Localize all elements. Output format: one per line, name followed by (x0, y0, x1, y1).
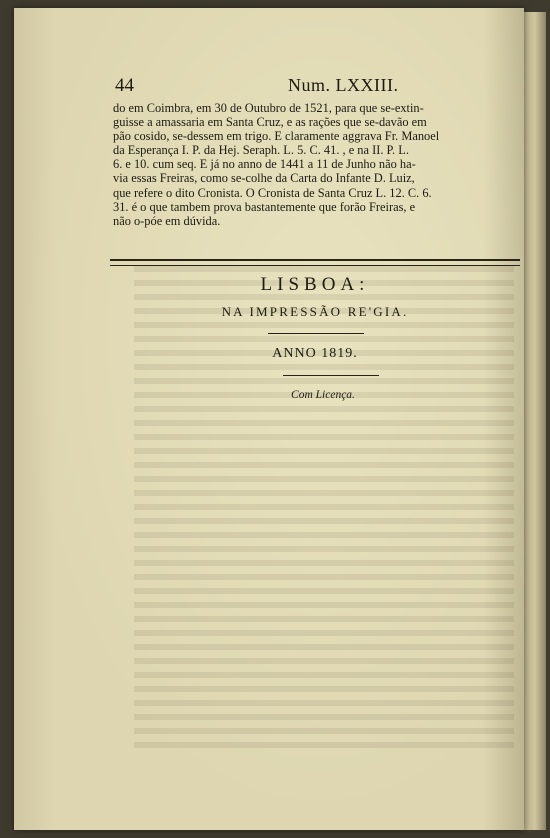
page-header (115, 75, 515, 99)
short-rule (268, 333, 364, 334)
text-line: do em Coimbra, em 30 de Outubro de 1521, para que se-extin- (113, 101, 424, 115)
body-paragraph (113, 101, 519, 228)
imprint-city: LISBOA: (260, 274, 370, 295)
text-line: pão cosido, se-dessem em trigo. E claramente aggrava Fr. Manoel (113, 129, 440, 144)
text-line: 6. e 10. cum seq. E já no anno de 1441 a 11 de Junho não ha- (113, 157, 416, 172)
running-head: Num. LXXIII. (288, 75, 399, 95)
short-rule-2 (283, 375, 379, 376)
text-line: que refere o dito Cronista. O Cronista de Santa Cruz L. 12. C. 6. (113, 185, 432, 200)
license-line: Com Licença. (291, 389, 355, 401)
text-line: da Esperança I. P. da Hej. Seraph. L. 5. C. 41. , e na II. P. L. (113, 143, 409, 158)
imprint-press: NA IMPRESSÃO RE'GIA. (221, 304, 409, 319)
imprint-year: ANNO 1819. (272, 346, 358, 361)
text-line: guisse a amassaria em Santa Cruz, e as rações que se-davão em (113, 115, 427, 130)
text-line: 31. é o que tambem prova bastantemente que forão Freiras, e (113, 199, 416, 214)
text-line: via essas Freiras, como se-colhe da Carta do Infante D. Luiz, (113, 171, 415, 186)
page-number: 44 (115, 75, 134, 96)
show-through-text (134, 258, 514, 748)
text-line: não o-póe em dúvida. (113, 213, 221, 228)
double-rule-divider (110, 259, 520, 266)
adjacent-page-edge (524, 12, 546, 830)
